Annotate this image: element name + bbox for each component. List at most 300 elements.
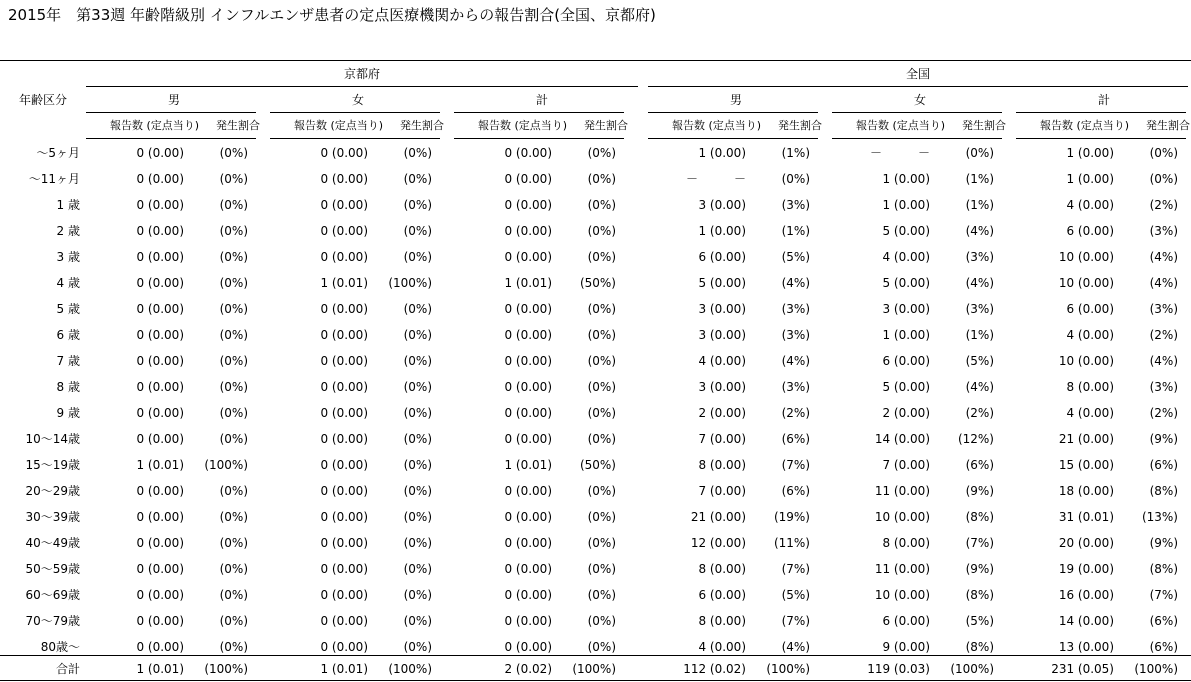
sex-header: 女	[351, 93, 364, 107]
col-header-ratio: 発生割合	[584, 119, 628, 132]
report-count: 0 (0.00)	[504, 484, 552, 498]
occurrence-ratio: (0%)	[219, 250, 248, 264]
occurrence-ratio: (2%)	[781, 406, 810, 420]
subheader-underline	[832, 138, 1002, 139]
subheader-underline	[270, 138, 440, 139]
occurrence-ratio: (0%)	[403, 224, 432, 238]
report-count: 0 (0.00)	[320, 146, 368, 160]
report-count: 0 (0.00)	[504, 510, 552, 524]
occurrence-ratio: (0%)	[219, 588, 248, 602]
occurrence-ratio: (2%)	[1149, 406, 1178, 420]
report-count: 31 (0.01)	[1058, 510, 1114, 524]
occurrence-ratio: (0%)	[403, 172, 432, 186]
occurrence-ratio: (0%)	[403, 198, 432, 212]
report-count: 12 (0.00)	[690, 536, 746, 550]
age-label: 1 歳	[56, 198, 80, 212]
age-label: 6 歳	[56, 328, 80, 342]
report-count: 9 (0.00)	[882, 640, 930, 654]
occurrence-ratio: (0%)	[403, 484, 432, 498]
report-count: 4 (0.00)	[1066, 406, 1114, 420]
age-label: 5 歳	[56, 302, 80, 316]
report-count: 10 (0.00)	[1058, 276, 1114, 290]
report-count: 0 (0.00)	[320, 354, 368, 368]
report-count: 3 (0.00)	[698, 328, 746, 342]
report-count: 0 (0.00)	[504, 536, 552, 550]
occurrence-ratio: (19%)	[773, 510, 810, 524]
report-count: 8 (0.00)	[698, 614, 746, 628]
report-count: 2 (0.02)	[504, 662, 552, 676]
col-header-reports: 報告数 (定点当り)	[672, 119, 762, 132]
occurrence-ratio: (0%)	[1149, 172, 1178, 186]
report-count: 19 (0.00)	[1058, 562, 1114, 576]
occurrence-ratio: (2%)	[1149, 198, 1178, 212]
occurrence-ratio: (0%)	[1149, 146, 1178, 160]
occurrence-ratio: (8%)	[965, 640, 994, 654]
report-count: 13 (0.00)	[1058, 640, 1114, 654]
occurrence-ratio: (0%)	[403, 406, 432, 420]
occurrence-ratio: (11%)	[773, 536, 810, 550]
age-label: 9 歳	[56, 406, 80, 420]
report-count: 6 (0.00)	[882, 614, 930, 628]
occurrence-ratio: (0%)	[219, 536, 248, 550]
report-count: 0 (0.00)	[136, 432, 184, 446]
report-count: 0 (0.00)	[136, 614, 184, 628]
col-header-ratio: 発生割合	[778, 119, 822, 132]
report-count: 11 (0.00)	[874, 484, 930, 498]
occurrence-ratio: (0%)	[587, 354, 616, 368]
occurrence-ratio: (0%)	[403, 250, 432, 264]
occurrence-ratio: (9%)	[1149, 536, 1178, 550]
occurrence-ratio: (8%)	[965, 588, 994, 602]
report-count: 0 (0.00)	[136, 562, 184, 576]
occurrence-ratio: (50%)	[579, 458, 616, 472]
report-count: 1 (0.01)	[136, 458, 184, 472]
report-count: 16 (0.00)	[1058, 588, 1114, 602]
occurrence-ratio: (0%)	[587, 432, 616, 446]
col-header-reports: 報告数 (定点当り)	[294, 119, 384, 132]
report-count: 1 (0.01)	[504, 276, 552, 290]
occurrence-ratio: (0%)	[587, 562, 616, 576]
report-count: 14 (0.00)	[874, 432, 930, 446]
report-count: 231 (0.05)	[1051, 662, 1114, 676]
report-count: 5 (0.00)	[882, 224, 930, 238]
report-count: 4 (0.00)	[882, 250, 930, 264]
report-count: 21 (0.00)	[690, 510, 746, 524]
col-header-ratio: 発生割合	[216, 119, 260, 132]
report-count: 0 (0.00)	[136, 172, 184, 186]
report-count: 0 (0.00)	[136, 484, 184, 498]
report-count: 0 (0.00)	[136, 276, 184, 290]
report-count: 0 (0.00)	[504, 406, 552, 420]
report-count: 0 (0.00)	[504, 614, 552, 628]
occurrence-ratio: (100%)	[388, 662, 432, 676]
report-count: 5 (0.00)	[698, 276, 746, 290]
occurrence-ratio: (5%)	[781, 588, 810, 602]
subheader-underline	[648, 138, 818, 139]
report-count: 11 (0.00)	[874, 562, 930, 576]
report-count: 5 (0.00)	[882, 380, 930, 394]
occurrence-ratio: (0%)	[403, 588, 432, 602]
occurrence-ratio: (100%)	[204, 458, 248, 472]
age-label: 7 歳	[56, 354, 80, 368]
age-label: 2 歳	[56, 224, 80, 238]
occurrence-ratio: (9%)	[1149, 432, 1178, 446]
occurrence-ratio: (0%)	[219, 484, 248, 498]
report-count: 0 (0.00)	[504, 328, 552, 342]
occurrence-ratio: (0%)	[403, 510, 432, 524]
occurrence-ratio: (0%)	[587, 380, 616, 394]
sex-header: 男	[167, 93, 180, 107]
occurrence-ratio: (0%)	[403, 614, 432, 628]
occurrence-ratio: (0%)	[219, 302, 248, 316]
top-rule	[0, 60, 1191, 61]
report-count: 0 (0.00)	[504, 302, 552, 316]
subheader-underline	[454, 138, 624, 139]
report-count: 15 (0.00)	[1058, 458, 1114, 472]
age-label: 20～29歳	[25, 484, 80, 498]
occurrence-ratio: (0%)	[587, 510, 616, 524]
occurrence-ratio: (6%)	[1149, 458, 1178, 472]
report-count: 1 (0.00)	[698, 146, 746, 160]
col-header-ratio: 発生割合	[962, 119, 1006, 132]
age-label: 40～49歳	[25, 536, 80, 550]
report-count: 5 (0.00)	[882, 276, 930, 290]
report-count: 0 (0.00)	[504, 562, 552, 576]
report-count: 3 (0.00)	[698, 302, 746, 316]
occurrence-ratio: (0%)	[587, 614, 616, 628]
occurrence-ratio: (0%)	[587, 198, 616, 212]
occurrence-ratio: (4%)	[781, 354, 810, 368]
report-count: 0 (0.00)	[136, 302, 184, 316]
occurrence-ratio: (0%)	[403, 458, 432, 472]
occurrence-ratio: (2%)	[1149, 328, 1178, 342]
occurrence-ratio: (0%)	[403, 146, 432, 160]
report-count: 1 (0.01)	[320, 662, 368, 676]
age-label: 15～19歳	[25, 458, 80, 472]
report-count: 0 (0.00)	[320, 614, 368, 628]
report-count: 18 (0.00)	[1058, 484, 1114, 498]
sex-header: 計	[1097, 93, 1110, 107]
age-label: 8 歳	[56, 380, 80, 394]
occurrence-ratio: (8%)	[1149, 484, 1178, 498]
occurrence-ratio: (3%)	[965, 302, 994, 316]
report-count: 10 (0.00)	[1058, 250, 1114, 264]
report-count: 0 (0.00)	[320, 224, 368, 238]
col-header-reports: 報告数 (定点当り)	[110, 119, 200, 132]
report-count: 10 (0.00)	[874, 588, 930, 602]
occurrence-ratio: (6%)	[781, 432, 810, 446]
report-count: 3 (0.00)	[698, 198, 746, 212]
occurrence-ratio: (100%)	[204, 662, 248, 676]
age-label: 4 歳	[56, 276, 80, 290]
occurrence-ratio: (0%)	[403, 302, 432, 316]
occurrence-ratio: (0%)	[587, 640, 616, 654]
report-count: 0 (0.00)	[320, 302, 368, 316]
age-label: 80歳～	[40, 640, 80, 654]
col-header-ratio: 発生割合	[400, 119, 444, 132]
occurrence-ratio: (5%)	[781, 250, 810, 264]
report-count: 0 (0.00)	[504, 432, 552, 446]
col-header-ratio: 発生割合	[1146, 119, 1190, 132]
occurrence-ratio: (0%)	[587, 328, 616, 342]
sex-header: 計	[535, 93, 548, 107]
report-count: 8 (0.00)	[698, 458, 746, 472]
occurrence-ratio: (0%)	[587, 146, 616, 160]
report-count: 1 (0.00)	[882, 328, 930, 342]
report-count: 7 (0.00)	[698, 432, 746, 446]
report-count: 0 (0.00)	[320, 562, 368, 576]
report-count: 0 (0.00)	[320, 198, 368, 212]
report-count: 0 (0.00)	[136, 588, 184, 602]
report-count: 10 (0.00)	[1058, 354, 1114, 368]
occurrence-ratio: (1%)	[781, 224, 810, 238]
occurrence-ratio: (0%)	[587, 172, 616, 186]
occurrence-ratio: (9%)	[965, 484, 994, 498]
report-count: 6 (0.00)	[882, 354, 930, 368]
report-count: 2 (0.00)	[882, 406, 930, 420]
occurrence-ratio: (7%)	[965, 536, 994, 550]
report-count: 0 (0.00)	[136, 224, 184, 238]
report-count: 0 (0.00)	[320, 484, 368, 498]
sex-header: 女	[913, 93, 926, 107]
occurrence-ratio: (0%)	[587, 536, 616, 550]
report-count: 10 (0.00)	[874, 510, 930, 524]
report-count: 3 (0.00)	[698, 380, 746, 394]
occurrence-ratio: (13%)	[1141, 510, 1178, 524]
report-count: 0 (0.00)	[320, 510, 368, 524]
report-count: 4 (0.00)	[1066, 328, 1114, 342]
report-count: 0 (0.00)	[136, 536, 184, 550]
report-count: 0 (0.00)	[320, 640, 368, 654]
occurrence-ratio: (0%)	[587, 588, 616, 602]
occurrence-ratio: (0%)	[587, 250, 616, 264]
occurrence-ratio: (0%)	[219, 172, 248, 186]
occurrence-ratio: (0%)	[219, 380, 248, 394]
occurrence-ratio: (4%)	[1149, 250, 1178, 264]
occurrence-ratio: (0%)	[587, 302, 616, 316]
occurrence-ratio: (100%)	[766, 662, 810, 676]
col-header-reports: 報告数 (定点当り)	[478, 119, 568, 132]
occurrence-ratio: (50%)	[579, 276, 616, 290]
occurrence-ratio: (0%)	[219, 640, 248, 654]
report-count: 0 (0.00)	[136, 198, 184, 212]
age-label: 10～14歳	[25, 432, 80, 446]
occurrence-ratio: (6%)	[781, 484, 810, 498]
report-count: 6 (0.00)	[698, 250, 746, 264]
occurrence-ratio: (7%)	[1149, 588, 1178, 602]
age-label: ～11ヶ月	[28, 172, 80, 186]
occurrence-ratio: (100%)	[388, 276, 432, 290]
age-label: 3 歳	[56, 250, 80, 264]
report-count: 1 (0.00)	[882, 172, 930, 186]
report-count: 0 (0.00)	[504, 172, 552, 186]
occurrence-ratio: (0%)	[219, 406, 248, 420]
occurrence-ratio: (3%)	[781, 198, 810, 212]
age-label: 60～69歳	[25, 588, 80, 602]
occurrence-ratio: (0%)	[403, 536, 432, 550]
occurrence-ratio: (3%)	[1149, 302, 1178, 316]
report-count: 0 (0.00)	[136, 354, 184, 368]
occurrence-ratio: (4%)	[781, 640, 810, 654]
report-count: 0 (0.00)	[136, 146, 184, 160]
occurrence-ratio: (1%)	[781, 146, 810, 160]
occurrence-ratio: (1%)	[965, 198, 994, 212]
report-count: 1 (0.00)	[698, 224, 746, 238]
report-count: 4 (0.00)	[698, 354, 746, 368]
report-count: 14 (0.00)	[1058, 614, 1114, 628]
occurrence-ratio: (3%)	[1149, 224, 1178, 238]
region-header: 京都府	[343, 67, 380, 81]
occurrence-ratio: (6%)	[1149, 614, 1178, 628]
occurrence-ratio: (0%)	[403, 562, 432, 576]
occurrence-ratio: (0%)	[219, 328, 248, 342]
report-count: 20 (0.00)	[1058, 536, 1114, 550]
age-label: 30～39歳	[25, 510, 80, 524]
occurrence-ratio: (0%)	[219, 614, 248, 628]
report-count: 0 (0.00)	[136, 510, 184, 524]
report-count: 8 (0.00)	[1066, 380, 1114, 394]
report-count: 0 (0.00)	[136, 406, 184, 420]
report-count: 0 (0.00)	[320, 172, 368, 186]
report-count: 0 (0.00)	[504, 224, 552, 238]
report-count: 0 (0.00)	[320, 380, 368, 394]
report-count: － －	[685, 172, 746, 186]
subheader-underline	[1016, 138, 1186, 139]
report-count: 112 (0.02)	[683, 662, 746, 676]
report-count: 8 (0.00)	[698, 562, 746, 576]
report-count: 1 (0.01)	[504, 458, 552, 472]
report-count: 119 (0.03)	[867, 662, 930, 676]
occurrence-ratio: (3%)	[781, 302, 810, 316]
age-label: 70～79歳	[25, 614, 80, 628]
page-title: 2015年 第33週 年齢階級別 インフルエンザ患者の定点医療機関からの報告割合(全国、京都府)	[8, 6, 656, 24]
report-count: 0 (0.00)	[504, 380, 552, 394]
occurrence-ratio: (0%)	[219, 146, 248, 160]
report-count: 0 (0.00)	[504, 146, 552, 160]
occurrence-ratio: (100%)	[1134, 662, 1178, 676]
occurrence-ratio: (0%)	[965, 146, 994, 160]
report-count: 0 (0.00)	[320, 536, 368, 550]
occurrence-ratio: (1%)	[965, 172, 994, 186]
occurrence-ratio: (4%)	[965, 380, 994, 394]
report-count: 1 (0.00)	[1066, 146, 1114, 160]
subheader-underline	[86, 138, 256, 139]
occurrence-ratio: (5%)	[965, 354, 994, 368]
sex-header: 男	[729, 93, 742, 107]
occurrence-ratio: (0%)	[403, 354, 432, 368]
occurrence-ratio: (0%)	[403, 640, 432, 654]
occurrence-ratio: (0%)	[219, 276, 248, 290]
occurrence-ratio: (0%)	[219, 224, 248, 238]
age-label: 合計	[55, 662, 80, 676]
occurrence-ratio: (0%)	[587, 484, 616, 498]
occurrence-ratio: (0%)	[587, 406, 616, 420]
report-count: 21 (0.00)	[1058, 432, 1114, 446]
report-count: 0 (0.00)	[504, 198, 552, 212]
occurrence-ratio: (0%)	[403, 380, 432, 394]
col-header-reports: 報告数 (定点当り)	[1040, 119, 1130, 132]
occurrence-ratio: (7%)	[781, 458, 810, 472]
col-header-reports: 報告数 (定点当り)	[856, 119, 946, 132]
report-count: 0 (0.00)	[320, 588, 368, 602]
report-count: 0 (0.00)	[136, 640, 184, 654]
report-count: － －	[869, 146, 930, 160]
occurrence-ratio: (0%)	[219, 510, 248, 524]
age-header: 年齢区分	[18, 93, 67, 107]
occurrence-ratio: (6%)	[965, 458, 994, 472]
report-count: 7 (0.00)	[882, 458, 930, 472]
report-count: 6 (0.00)	[698, 588, 746, 602]
report-count: 0 (0.00)	[320, 458, 368, 472]
report-count: 7 (0.00)	[698, 484, 746, 498]
report-count: 0 (0.00)	[504, 640, 552, 654]
age-label: ～5ヶ月	[36, 146, 80, 160]
occurrence-ratio: (2%)	[965, 406, 994, 420]
occurrence-ratio: (4%)	[965, 276, 994, 290]
report-count: 0 (0.00)	[320, 432, 368, 446]
occurrence-ratio: (3%)	[1149, 380, 1178, 394]
region-header: 全国	[905, 67, 930, 81]
report-count: 0 (0.00)	[504, 250, 552, 264]
occurrence-ratio: (0%)	[403, 432, 432, 446]
report-count: 0 (0.00)	[504, 354, 552, 368]
occurrence-ratio: (3%)	[781, 380, 810, 394]
occurrence-ratio: (4%)	[1149, 276, 1178, 290]
report-count: 0 (0.00)	[320, 406, 368, 420]
occurrence-ratio: (8%)	[1149, 562, 1178, 576]
occurrence-ratio: (4%)	[781, 276, 810, 290]
occurrence-ratio: (0%)	[587, 224, 616, 238]
occurrence-ratio: (4%)	[1149, 354, 1178, 368]
report-count: 8 (0.00)	[882, 536, 930, 550]
report-count: 0 (0.00)	[504, 588, 552, 602]
occurrence-ratio: (0%)	[219, 432, 248, 446]
occurrence-ratio: (1%)	[965, 328, 994, 342]
occurrence-ratio: (6%)	[1149, 640, 1178, 654]
report-count: 3 (0.00)	[882, 302, 930, 316]
occurrence-ratio: (100%)	[950, 662, 994, 676]
occurrence-ratio: (8%)	[965, 510, 994, 524]
report-count: 1 (0.01)	[320, 276, 368, 290]
report-count: 0 (0.00)	[320, 328, 368, 342]
occurrence-ratio: (12%)	[957, 432, 994, 446]
occurrence-ratio: (0%)	[781, 172, 810, 186]
report-count: 6 (0.00)	[1066, 302, 1114, 316]
report-count: 2 (0.00)	[698, 406, 746, 420]
occurrence-ratio: (0%)	[219, 354, 248, 368]
report-count: 1 (0.00)	[1066, 172, 1114, 186]
report-count: 4 (0.00)	[698, 640, 746, 654]
report-count: 0 (0.00)	[320, 250, 368, 264]
report-count: 1 (0.01)	[136, 662, 184, 676]
report-count: 1 (0.00)	[882, 198, 930, 212]
report-count: 0 (0.00)	[136, 328, 184, 342]
occurrence-ratio: (5%)	[965, 614, 994, 628]
report-count: 0 (0.00)	[136, 250, 184, 264]
report-count: 0 (0.00)	[136, 380, 184, 394]
occurrence-ratio: (7%)	[781, 562, 810, 576]
report-count: 6 (0.00)	[1066, 224, 1114, 238]
occurrence-ratio: (0%)	[219, 562, 248, 576]
occurrence-ratio: (0%)	[219, 198, 248, 212]
occurrence-ratio: (100%)	[572, 662, 616, 676]
age-label: 50～59歳	[25, 562, 80, 576]
occurrence-ratio: (0%)	[403, 328, 432, 342]
occurrence-ratio: (4%)	[965, 224, 994, 238]
occurrence-ratio: (3%)	[965, 250, 994, 264]
occurrence-ratio: (9%)	[965, 562, 994, 576]
occurrence-ratio: (7%)	[781, 614, 810, 628]
